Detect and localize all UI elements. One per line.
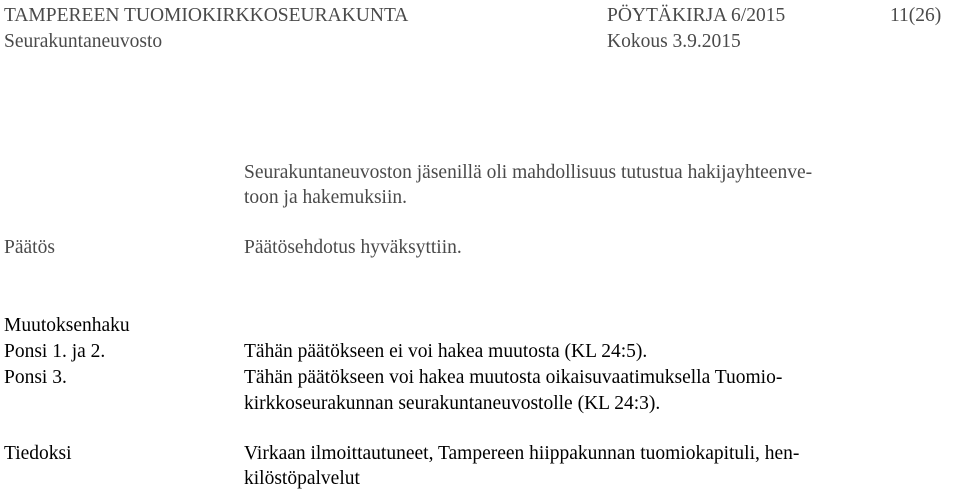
appeal-heading: Muutoksenhaku [4,315,130,336]
page-number: 11(26) [890,5,942,26]
appeal-item-1-text: Tähän päätökseen ei voi hakea muutosta (KL 24:5). [244,341,648,362]
appeal-item-2-label: Ponsi 3. [4,367,67,388]
appeal-item-2-text-line-1: Tähän päätökseen voi hakea muutosta oikaisuvaatimuksella Tuomio- [244,367,783,388]
appeal-item-1-label: Ponsi 1. ja 2. [4,341,106,362]
notice-line-2: kilöstöpalvelut [244,468,360,489]
intro-line-2: toon ja hakemuksiin. [244,187,408,208]
appeal-item-2-text-line-2: kirkkoseurakunnan seurakuntaneuvostolle (KL 24:3). [244,393,661,414]
meeting-date: Kokous 3.9.2015 [607,31,741,52]
notice-line-1: Virkaan ilmoittautuneet, Tampereen hiippakunnan tuomiokapituli, hen- [244,443,800,464]
decision-label: Päätös [4,237,55,258]
intro-line-1: Seurakuntaneuvoston jäsenillä oli mahdollisuus tutustua hakijayhteenve- [244,162,813,183]
decision-text: Päätösehdotus hyväksyttiin. [244,237,462,258]
document-type: PÖYTÄKIRJA 6/2015 [607,5,786,26]
body-name: Seurakuntaneuvosto [4,31,163,52]
organization-name: TAMPEREEN TUOMIOKIRKKOSEURAKUNTA [4,5,409,26]
notice-label: Tiedoksi [4,443,72,464]
